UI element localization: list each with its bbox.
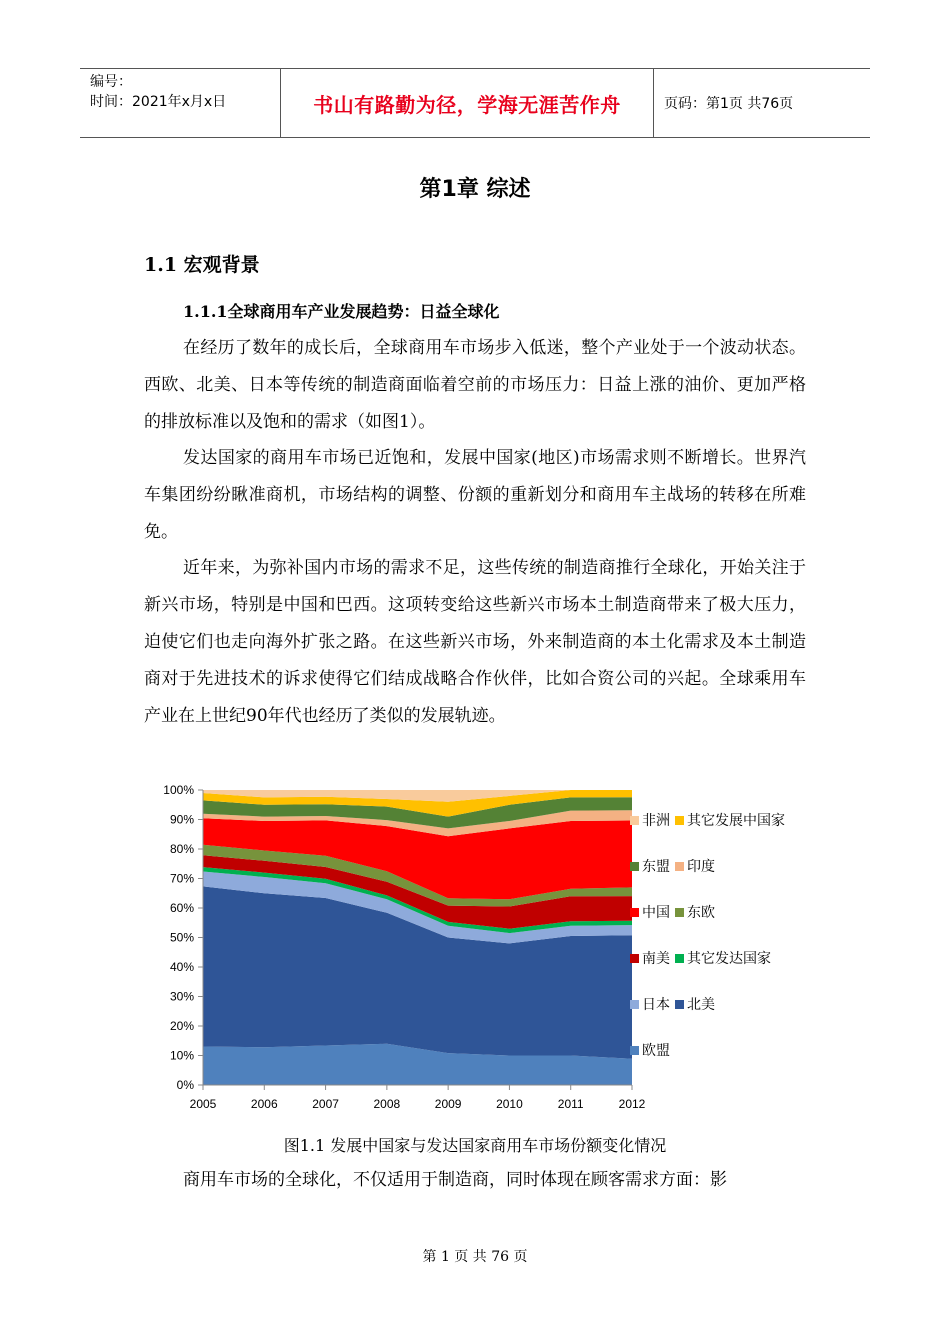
- x-tick-label: 2011: [557, 1097, 584, 1111]
- y-tick-label: 10%: [169, 1048, 194, 1063]
- x-tick-label: 2006: [250, 1097, 278, 1111]
- market-share-chart: [140, 780, 840, 1120]
- legend-label: 欧盟: [642, 1042, 670, 1058]
- y-tick-label: 20%: [169, 1019, 194, 1033]
- legend-swatch: [630, 862, 639, 871]
- page-footer: 第 1 页 共 76 页: [422, 1249, 528, 1265]
- x-tick-label: 2012: [618, 1097, 646, 1111]
- legend-label: 北美: [687, 996, 715, 1012]
- legend-swatch: [675, 954, 684, 963]
- legend-label: 日本: [642, 996, 670, 1012]
- x-tick-label: 2008: [373, 1097, 401, 1111]
- section-title: 1.1 宏观背景: [144, 254, 260, 276]
- y-tick-label: 100%: [163, 783, 194, 797]
- paragraph: 在经历了数年的成长后，全球商用车市场步入低迷，整个产业处于一个波动状态。西欧、北美、日本等传统的制造商面临着空前的市场压力：日益上涨的油价、更加严格的排放标准以及饱和的需求（如图1）。: [144, 338, 806, 432]
- y-tick-label: 50%: [169, 930, 194, 945]
- legend-swatch: [630, 908, 639, 917]
- y-tick-label: 80%: [169, 842, 194, 856]
- chapter-title: 第1章 综述: [419, 177, 531, 202]
- legend-swatch: [675, 862, 684, 871]
- paragraph: 近年来，为弥补国内市场的需求不足，这些传统的制造商推行全球化，开始关注于新兴市场，特别是中国和巴西。这项转变给这些新兴市场本土制造商带来了极大压力，迫使它们也走向海外扩张之路。在这些新兴市场，外来制造商的本土化需求及本土制造商对于先进技术的诉求使得它们结成战略合作伙伴，比如合资公司的兴起。全球乘用车产业在上世纪90年代也经历了类似的发展轨迹。: [144, 558, 806, 726]
- subsection-title: 1.1.1全球商用车产业发展趋势：日益全球化: [183, 302, 500, 321]
- page-header: [80, 68, 870, 138]
- legend-label: 东盟: [642, 858, 670, 874]
- legend-swatch: [675, 908, 684, 917]
- legend-swatch: [630, 954, 639, 963]
- number-label: 编号：: [90, 74, 132, 90]
- page-label: 页码：第1页 共76页: [664, 96, 794, 112]
- y-tick-label: 30%: [169, 989, 194, 1004]
- legend-label: 非洲: [642, 812, 670, 828]
- motto: 书山有路勤为径，学海无涯苦作舟: [281, 69, 654, 137]
- x-tick-label: 2005: [189, 1097, 217, 1111]
- x-tick-label: 2010: [496, 1097, 523, 1111]
- figure-caption: 图1.1 发展中国家与发达国家商用车市场份额变化情况: [283, 1136, 667, 1155]
- x-tick-label: 2007: [312, 1097, 339, 1111]
- legend-swatch: [630, 1000, 639, 1009]
- y-tick-label: 90%: [169, 812, 194, 827]
- legend-label: 其它发达国家: [687, 950, 771, 966]
- legend-label: 中国: [642, 904, 670, 920]
- y-tick-label: 0%: [176, 1078, 194, 1092]
- legend-swatch: [675, 816, 684, 825]
- header-info-cell: [80, 69, 281, 137]
- legend-swatch: [630, 1046, 639, 1055]
- y-tick-label: 70%: [169, 871, 194, 886]
- x-tick-label: 2009: [434, 1097, 462, 1111]
- legend-swatch: [675, 1000, 684, 1009]
- date-label: 时间：2021年x月x日: [90, 94, 227, 110]
- y-tick-label: 40%: [169, 960, 194, 974]
- y-tick-label: 60%: [169, 901, 194, 915]
- legend-label: 其它发展中国家: [687, 812, 785, 828]
- paragraph: 商用车市场的全球化，不仅适用于制造商，同时体现在顾客需求方面：影: [183, 1170, 727, 1190]
- legend-label: 东欧: [687, 904, 715, 920]
- legend-label: 印度: [687, 858, 715, 874]
- legend-label: 南美: [642, 950, 670, 966]
- paragraph: 发达国家的商用车市场已近饱和，发展中国家(地区)市场需求则不断增长。世界汽车集团纷纷瞅准商机，市场结构的调整、份额的重新划分和商用车主战场的转移在所难免。: [144, 448, 806, 542]
- legend-swatch: [630, 816, 639, 825]
